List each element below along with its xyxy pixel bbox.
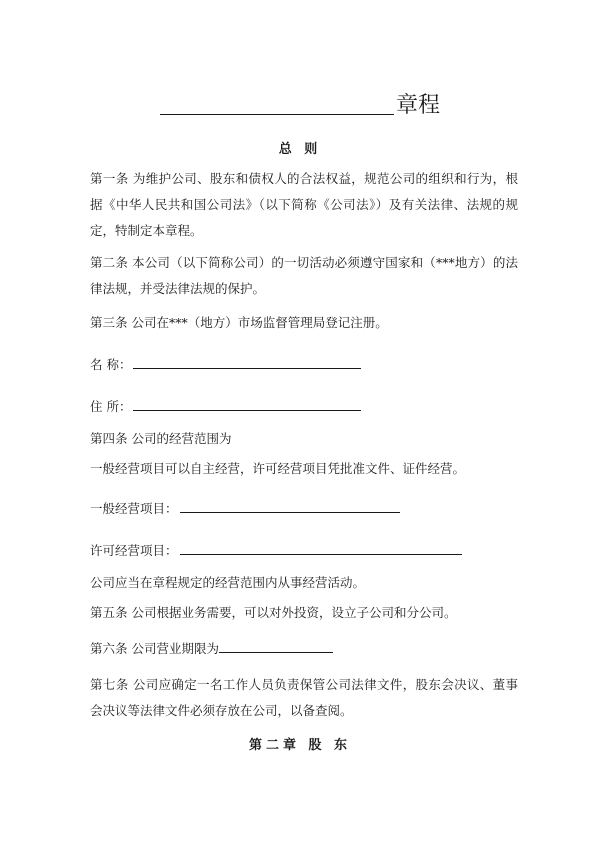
article-7: 第七条 公司应确定一名工作人员负责保管公司法律文件，股东会决议、董事会决议等法律文件必须存放在公司，以备查阅。 bbox=[90, 677, 518, 718]
name-field-row bbox=[90, 352, 518, 378]
article-6 bbox=[90, 636, 518, 662]
name-blank bbox=[133, 352, 361, 369]
article-3: 第三条 公司在***（地方）市场监督管理局登记注册。 bbox=[90, 315, 388, 330]
article-1: 第一条 为维护公司、股东和债权人的合法权益，规范公司的组织和行为，根据《中华人民共和国公司法》（以下简称《公司法》）及有关法律、法规的规定，特制定本章程。 bbox=[90, 171, 518, 238]
licensed-items-label: 许可经营项目： bbox=[90, 543, 178, 558]
scope-compliance: 公司应当在章程规定的经营范围内从事经营活动。 bbox=[90, 575, 366, 590]
document-title bbox=[160, 90, 460, 122]
licensed-items-blank bbox=[180, 538, 462, 555]
article-4: 第四条 公司的经营范围为 bbox=[90, 431, 232, 446]
title-suffix: 章程 bbox=[396, 93, 441, 118]
general-items-blank bbox=[180, 496, 400, 513]
article-6-text: 第六条 公司营业期限为 bbox=[90, 641, 219, 656]
article-5: 第五条 公司根据业务需要，可以对外投资，设立子公司和分公司。 bbox=[90, 605, 457, 620]
term-blank bbox=[219, 638, 333, 653]
address-field-row bbox=[90, 394, 518, 420]
general-provisions-heading: 总 则 bbox=[278, 142, 322, 157]
general-items-row bbox=[90, 496, 518, 522]
business-scope-note: 一般经营项目可以自主经营，许可经营项目凭批准文件、证件经营。 bbox=[90, 461, 466, 476]
address-blank bbox=[133, 394, 361, 411]
licensed-items-row bbox=[90, 538, 518, 564]
address-label: 住 所： bbox=[90, 399, 132, 414]
company-name-blank bbox=[160, 90, 394, 115]
general-items-label: 一般经营项目： bbox=[90, 501, 178, 516]
article-2: 第二条 本公司（以下简称公司）的一切活动必须遵守国家和（***地方）的法律法规，并受法律法规的保护。 bbox=[90, 255, 518, 296]
chapter-2-heading: 第二章 股 东 bbox=[248, 738, 352, 753]
name-label: 名 称： bbox=[90, 357, 132, 372]
